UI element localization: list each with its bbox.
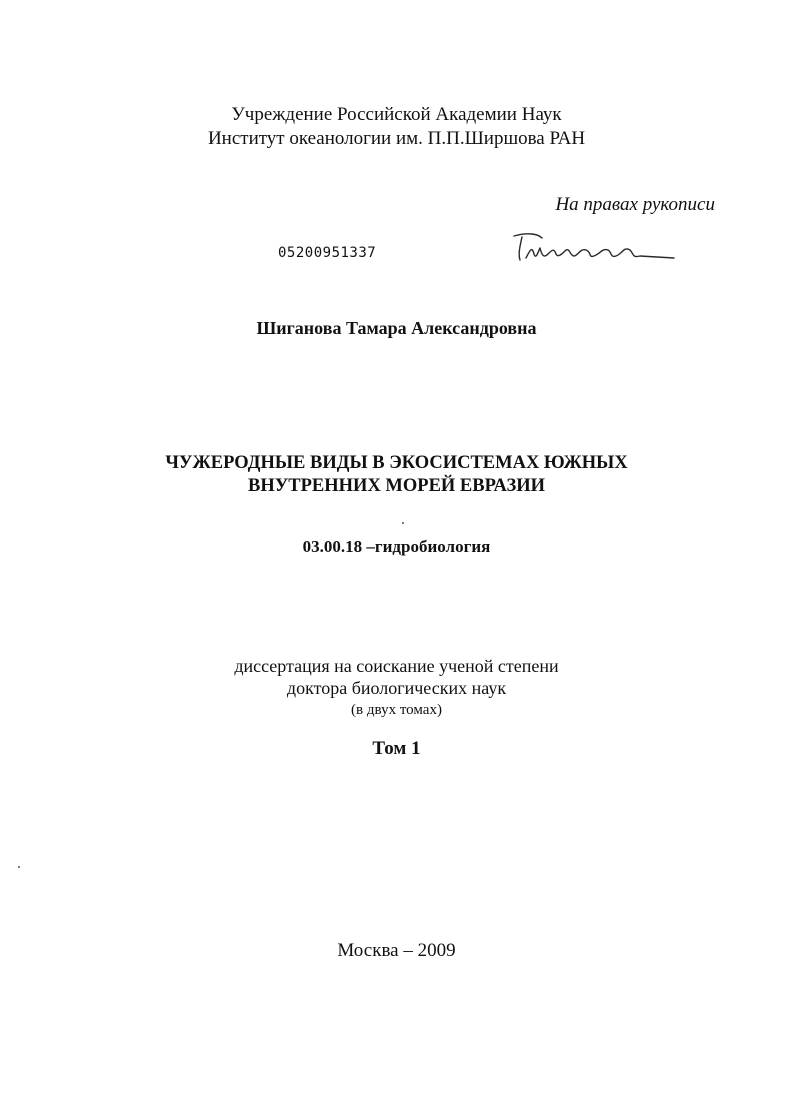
- specialty-code: 03.00.18 –гидробиология: [302, 537, 491, 556]
- dissertation-title: [0, 452, 793, 498]
- degree-block: [0, 655, 793, 721]
- author-signature: [508, 228, 678, 268]
- title-line-1: ЧУЖЕРОДНЫЕ ВИДЫ В ЭКОСИСТЕМАХ ЮЖНЫХ: [165, 453, 628, 473]
- scan-speck: [18, 866, 20, 868]
- degree-line-2: доктора биологических наук: [286, 678, 507, 698]
- volume-label: Том 1: [372, 738, 421, 759]
- manuscript-note: На правах рукописи: [555, 194, 715, 215]
- institution-block: [0, 103, 793, 151]
- place-year: Москва – 2009: [337, 940, 456, 961]
- catalog-number: 05200951337: [278, 245, 377, 261]
- author-name: Шиганова Тамара Александровна: [256, 318, 537, 338]
- degree-line-3: (в двух томах): [351, 702, 442, 718]
- degree-line-1: диссертация на соискание ученой степени: [234, 656, 559, 676]
- institution-line-1: Учреждение Российской Академии Наук: [231, 104, 562, 125]
- institution-line-2: Институт океанологии им. П.П.Ширшова РАН: [207, 128, 586, 149]
- title-line-2: ВНУТРЕННИХ МОРЕЙ ЕВРАЗИИ: [247, 476, 545, 496]
- scan-speck: [402, 522, 404, 524]
